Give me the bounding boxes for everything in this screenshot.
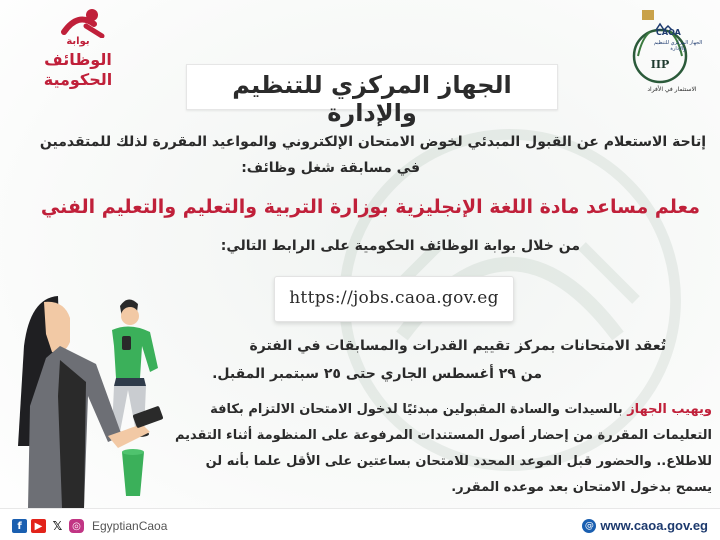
jobs-portal-link[interactable]: https://jobs.caoa.gov.eg: [289, 288, 499, 308]
page-title: الجهاز المركزي للتنظيم والإدارة: [232, 71, 512, 127]
instagram-icon[interactable]: ◎: [69, 519, 84, 533]
gov-jobs-portal-logo: [28, 6, 128, 92]
intro-line-continued: في مسابقة شغل وظائف:: [241, 160, 420, 176]
youtube-icon[interactable]: ▶: [31, 519, 46, 533]
caoa-logo-name: CAOA: [656, 28, 681, 37]
caoa-logo-abbr: IIP: [650, 58, 670, 71]
exam-location-line: تُعقد الامتحانات بمركز تقييم القدرات والمسابقات في الفترة: [249, 338, 666, 354]
caoa-logo: [628, 8, 714, 104]
job-title: معلم مساعد مادة اللغة الإنجليزية بوزارة التربية والتعليم والتعليم الفني: [40, 196, 700, 218]
notice-line-4: يسمح بدخول الامتحان بعد موعده المقرر.: [451, 480, 712, 495]
notice-lead: ويهيب الجهاز: [627, 402, 712, 417]
title-banner: [186, 64, 558, 127]
notice-line: [210, 402, 712, 417]
at-sign-icon: @: [582, 519, 596, 533]
website-url[interactable]: www.caoa.gov.eg: [600, 518, 708, 533]
notice-line-3: للاطلاع.. والحضور قبل الموعد المحدد للامتحان بساعتين على الأقل علما بأنه لن: [205, 454, 712, 469]
portal-logo-line1: بوابة: [66, 36, 90, 47]
people-with-phones-illustration: [0, 286, 180, 508]
intro-line: إتاحة الاستعلام عن القبول المبدئي لخوض الامتحان الإلكتروني والمواعيد المقررة لذلك للمتقدمين: [39, 134, 706, 150]
notice-line-2: التعليمات المقررة من إحضار أصول المستندات المرفوعة على المنظومة أثناء التقديم: [174, 428, 712, 443]
facebook-icon[interactable]: f: [12, 519, 27, 533]
portal-logo-line3: الحكومية: [43, 70, 113, 89]
portal-person-icon: [28, 6, 128, 38]
caoa-logo-subtitle: الجهاز المركزي للتنظيم والإدارة: [653, 40, 703, 52]
website-link[interactable]: [582, 518, 708, 533]
footer: [0, 508, 720, 540]
portal-instruction: من خلال بوابة الوظائف الحكومية على الرابط التالي:: [220, 238, 580, 254]
green-cup-icon: [122, 452, 144, 496]
x-icon[interactable]: 𝕏: [52, 519, 63, 533]
notice-text: بالسيدات والسادة المقبولين مبدئيًا لدخول الامتحان الالتزام بكافة: [210, 402, 628, 417]
exam-dates-line: من ٢٩ أغسطس الجاري حتى ٢٥ سبتمبر المقبل.: [212, 366, 542, 382]
social-links: [12, 518, 167, 534]
url-box[interactable]: [274, 276, 514, 322]
social-handle[interactable]: EgyptianCaoa: [92, 519, 168, 533]
portal-logo-line2: الوظائف: [44, 50, 112, 69]
caoa-logo-caption: الاستثمار في الأفراد: [647, 86, 697, 93]
